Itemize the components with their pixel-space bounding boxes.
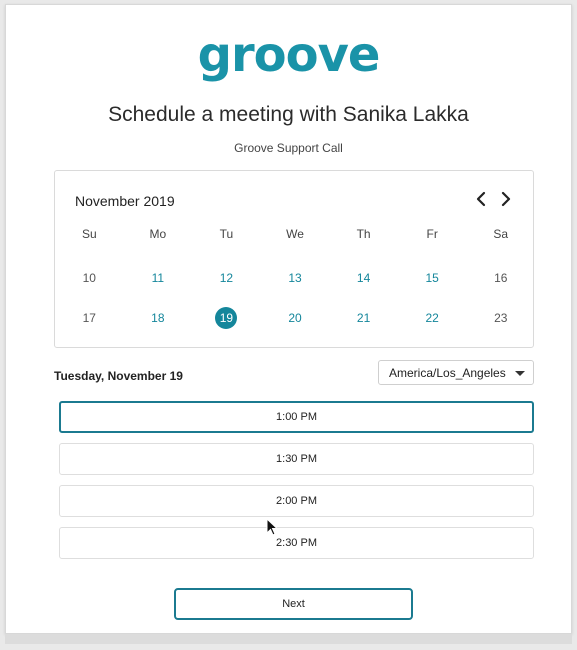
calendar-day-selected[interactable] xyxy=(192,304,261,332)
calendar-day-number: 19 xyxy=(215,307,237,329)
calendar-day-number: 12 xyxy=(219,271,234,285)
calendar-day[interactable] xyxy=(398,264,467,292)
calendar-day-number: 10 xyxy=(82,271,96,285)
caret-down-icon xyxy=(515,371,525,376)
calendar-day-number: 21 xyxy=(356,311,371,325)
calendar-day[interactable] xyxy=(124,264,193,292)
weekday-label: Fr xyxy=(426,227,438,241)
weekday-label: Tu xyxy=(219,227,234,241)
calendar-week-row xyxy=(55,264,535,292)
calendar-day-number: 22 xyxy=(425,311,439,325)
meeting-type-label: Groove Support Call xyxy=(234,141,343,155)
calendar-day-number: 18 xyxy=(151,311,165,325)
calendar-day-number: 13 xyxy=(288,271,302,285)
calendar-day-number: 16 xyxy=(494,271,508,285)
calendar-day[interactable] xyxy=(329,264,398,292)
calendar-day xyxy=(466,264,535,292)
calendar-day-number: 11 xyxy=(151,271,165,285)
weekday-label: Su xyxy=(81,227,97,241)
calendar-day-number: 20 xyxy=(288,311,302,325)
calendar-day xyxy=(55,264,124,292)
calendar-day xyxy=(55,304,124,332)
calendar-day[interactable] xyxy=(124,304,193,332)
weekday-label: Th xyxy=(356,227,371,241)
weekday-header xyxy=(55,227,535,241)
timezone-value: America/Los_Angeles xyxy=(389,366,506,380)
time-slot[interactable]: 2:30 PM xyxy=(59,527,534,559)
calendar-day[interactable] xyxy=(192,264,261,292)
calendar-day[interactable] xyxy=(261,304,330,332)
weekday-label: We xyxy=(286,227,304,241)
calendar-day xyxy=(466,304,535,332)
next-button[interactable]: Next xyxy=(174,588,413,620)
logo-text: groove xyxy=(197,27,380,83)
calendar-day[interactable] xyxy=(261,264,330,292)
calendar-day-number: 17 xyxy=(82,311,96,325)
timezone-select[interactable] xyxy=(378,360,534,385)
time-slot[interactable]: 2:00 PM xyxy=(59,485,534,517)
weekday-label: Sa xyxy=(493,227,509,241)
calendar-day-number: 14 xyxy=(356,271,371,285)
selected-date-label: Tuesday, November 19 xyxy=(54,369,183,383)
chevron-left-icon[interactable] xyxy=(470,187,492,211)
calendar-day-number: 23 xyxy=(494,311,508,325)
weekday-label: Mo xyxy=(149,227,167,241)
calendar-day[interactable] xyxy=(398,304,467,332)
time-slot-selected[interactable]: 1:00 PM xyxy=(59,401,534,433)
bottom-edge xyxy=(5,634,572,644)
chevron-right-icon[interactable] xyxy=(495,187,517,211)
groove-logo xyxy=(6,27,571,83)
time-slot[interactable]: 1:30 PM xyxy=(59,443,534,475)
scheduler-card xyxy=(5,4,572,634)
calendar xyxy=(54,170,534,348)
page-title: Schedule a meeting with Sanika Lakka xyxy=(108,103,469,126)
calendar-day[interactable] xyxy=(329,304,398,332)
calendar-day-number: 15 xyxy=(425,271,439,285)
calendar-week-row xyxy=(55,304,535,332)
calendar-month-label: November 2019 xyxy=(75,193,175,209)
